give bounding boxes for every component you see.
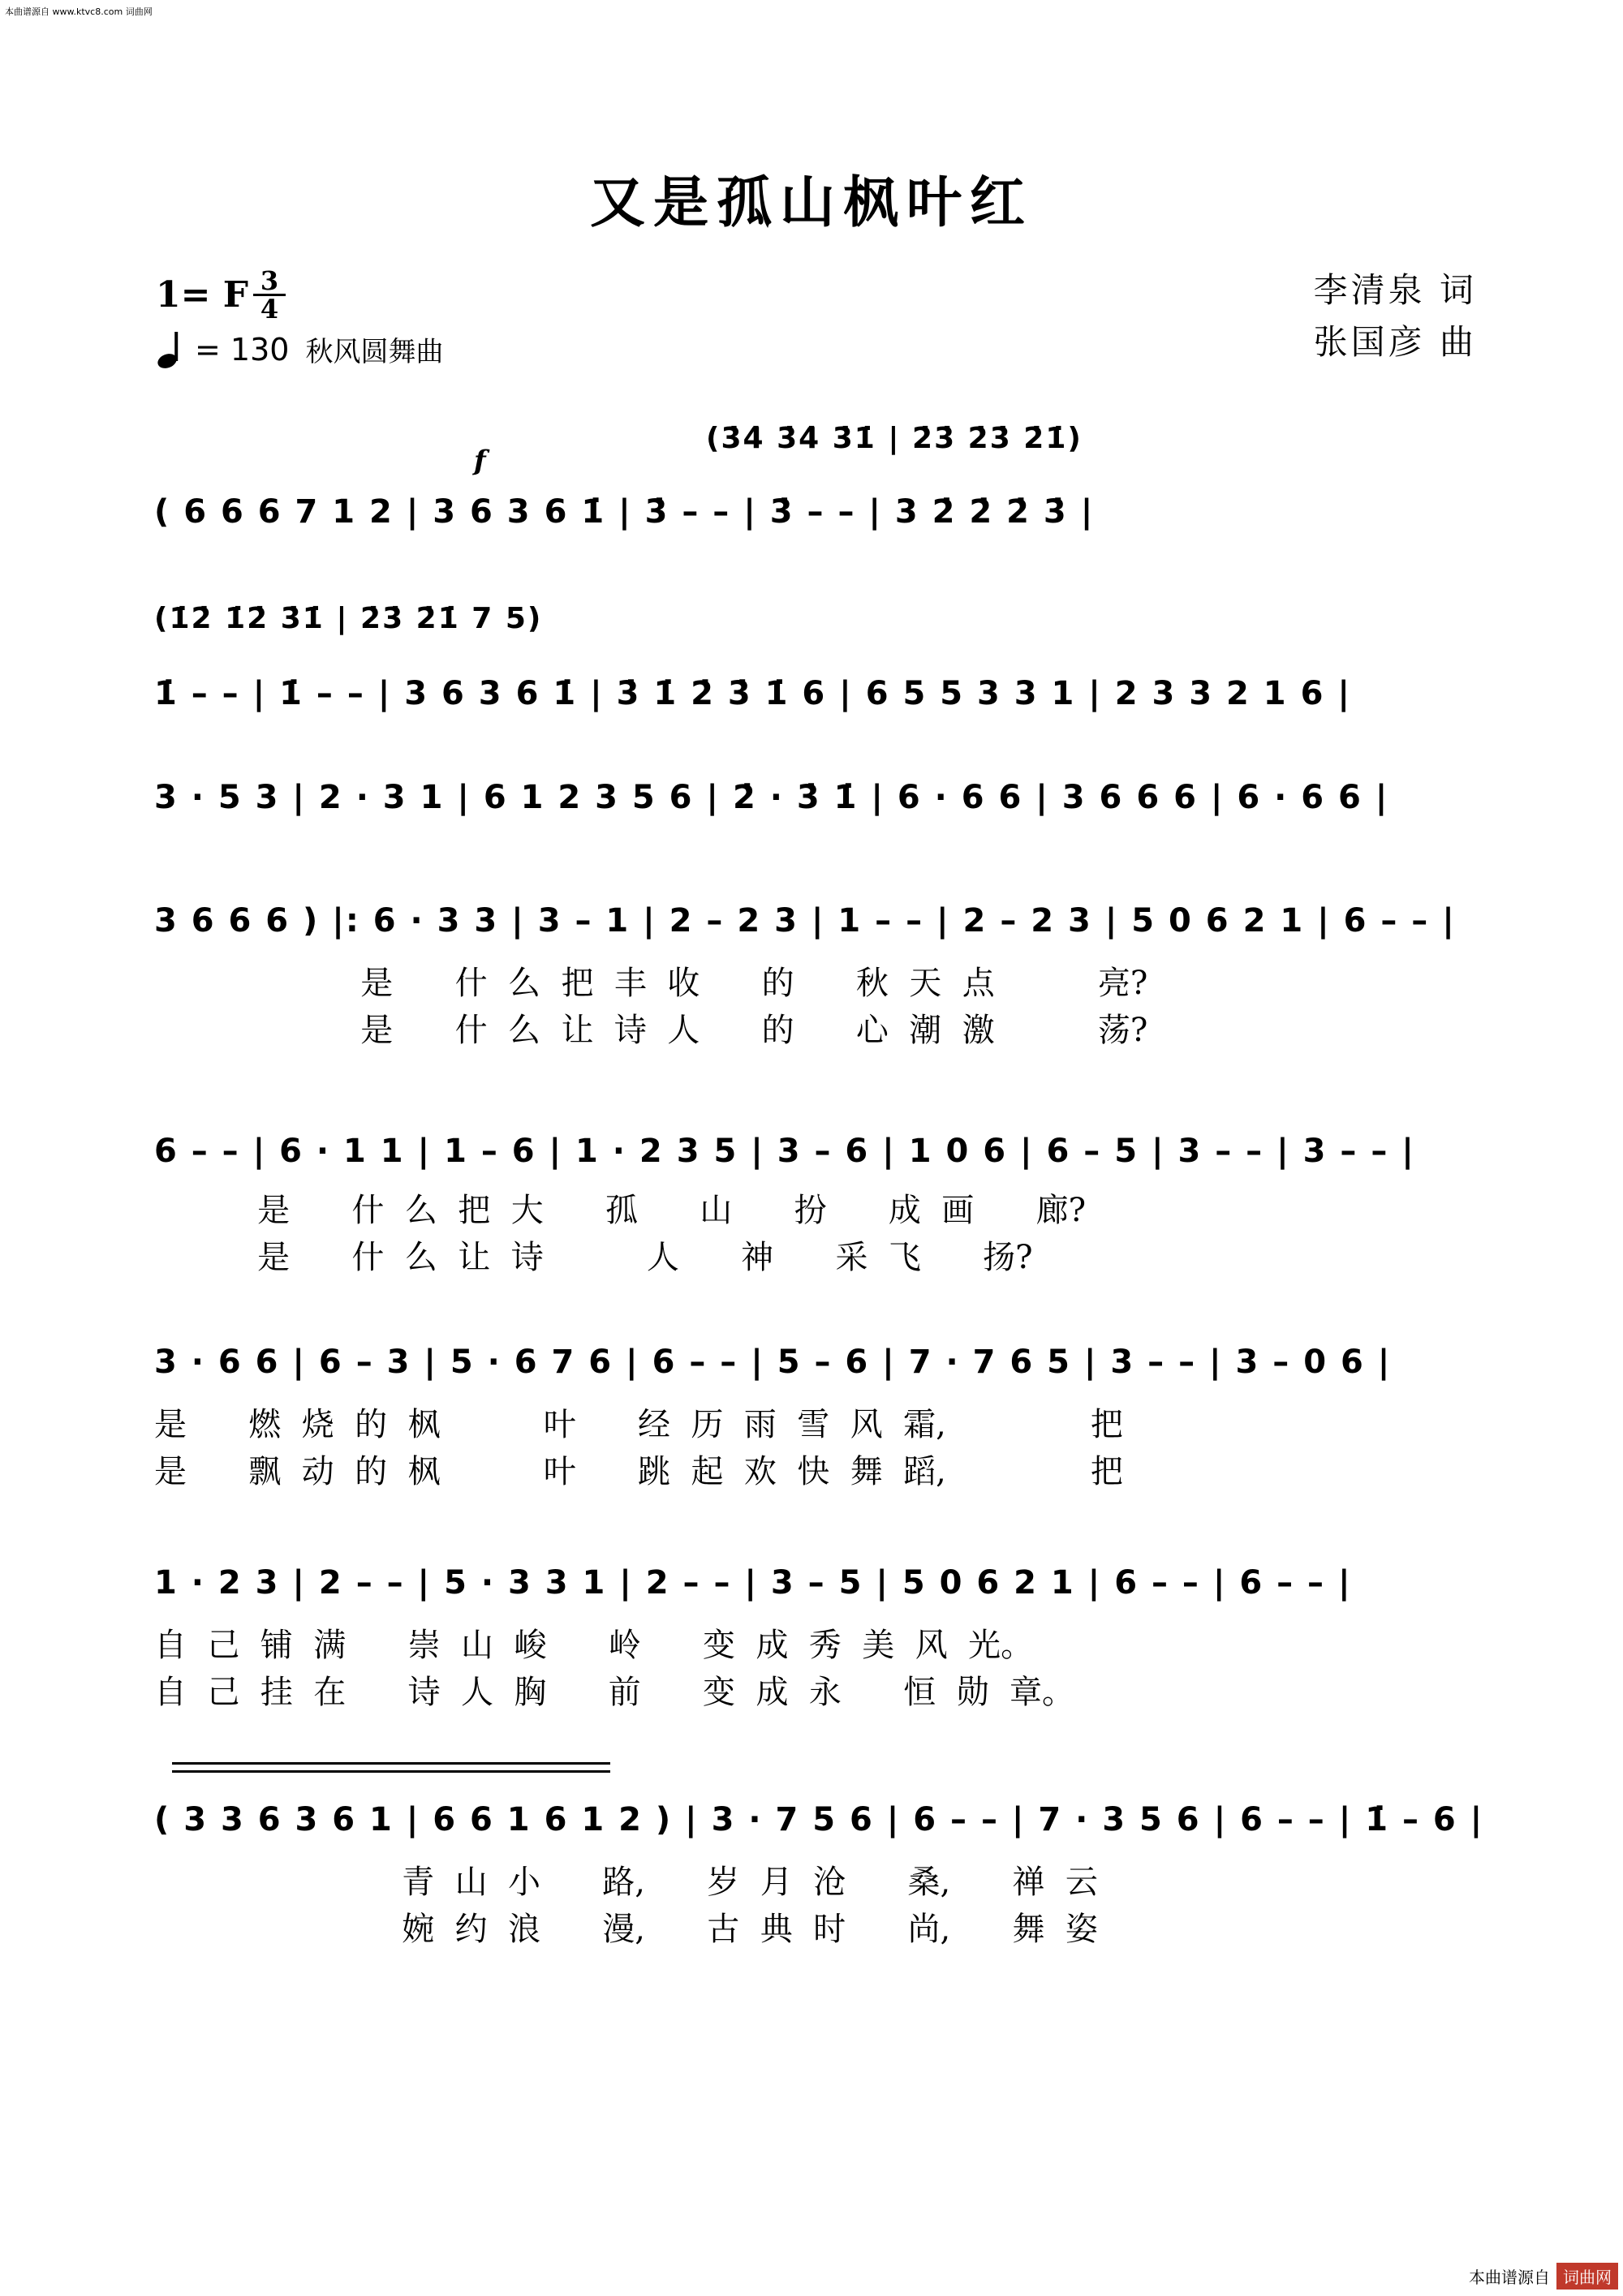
line8-lyric-verse2: 婉 约 浪 漫, 古 典 时 尚, 舞 姿 (154, 1911, 1098, 1948)
line1-annotation: (3̇4̇ 3̇4̇ 3̇1̇ | 2̇3̇ 2̇3̇ 2̇1̇) (706, 422, 1083, 455)
line7-lyric-verse2: 自 己 挂 在 诗 人 胸 前 变 成 永 恒 勋 章。 (154, 1674, 1075, 1711)
song-title: 又是孤山枫叶红 (589, 170, 1033, 235)
line6-notes: 3 · 6 6 | 6 – 3 | 5 · 6 7 6 | 6 – – | 5 – 6 | 7 · 7 6 5 | 3 – – | 3 – 0 6 | (154, 1344, 1392, 1381)
line6-lyric-verse1: 是 燃 烧 的 枫 叶 经 历 雨 雪 风 霜, 把 (154, 1406, 1123, 1443)
time-signature (253, 265, 286, 325)
watermark-bottom (1462, 2263, 1618, 2290)
line3-notes: 3 · 5 3 | 2 · 3 1 | 6 1 2 3 5 6 | 2̇ · 3̇ 1̇ | 6 · 6 6 | 3 6 6 6 | 6 · 6 6 | (154, 779, 1389, 816)
watermark-bottom-right: 词曲网 (1556, 2263, 1618, 2290)
quarter-note-icon (154, 330, 190, 369)
composer: 张国彦 曲 (1313, 322, 1477, 362)
line8-notes: ( 3 3 6 3 6 1 | 6 6 1 6 1 2 ) | 3 · 7 5 6 | 6 – – | 7 · 3 5 6 | 6 – – | 1̇ – 6 | (154, 1801, 1484, 1838)
tempo-value: = 130 (195, 331, 290, 368)
line5-lyric-verse2: 是 什 么 让 诗 人 神 采 飞 扬? (154, 1239, 1033, 1276)
line5-lyric-verse1: 是 什 么 把 大 孤 山 扮 成 画 廊? (154, 1192, 1087, 1229)
line2-notes: 1̇ – – | 1̇ – – | 3 6 3 6 1̇ | 3̇ 1̇ 2̇ 3̇ 1̇ 6 | 6 5 5 3 3 1 | 2 3 3 2 1 6 | (154, 675, 1351, 712)
dynamic-mark: f (474, 445, 486, 477)
line4-lyric-verse2: 是 什 么 让 诗 人 的 心 潮 激 荡? (154, 1012, 1148, 1049)
style-label: 秋风圆舞曲 (305, 336, 444, 368)
watermark-bottom-left: 本曲谱源自 (1462, 2263, 1556, 2290)
line4-notes: 3 6 6 6 ) |: 6 · 3 3 | 3 – 1 | 2 – 2 3 | 1 – – | 2 – 2 3 | 5 0 6 2 1 | 6 – – | (154, 902, 1456, 939)
lyricist: 李清泉 词 (1313, 270, 1477, 310)
meter-denominator: 4 (260, 294, 279, 325)
watermark-top: 本曲谱源自 www.ktvc8.com 词曲网 (5, 6, 153, 17)
line7-lyric-verse1: 自 己 铺 满 崇 山 峻 岭 变 成 秀 美 风 光。 (154, 1627, 1034, 1664)
underline-rule-1 (172, 1762, 610, 1765)
line6-lyric-verse2: 是 飘 动 的 枫 叶 跳 起 欢 快 舞 蹈, 把 (154, 1453, 1123, 1490)
key-signature: 1= F (156, 274, 249, 316)
line7-notes: 1 · 2 3 | 2 – – | 5 · 3 3 1 | 2 – – | 3 – 5 | 5 0 6 2 1 | 6 – – | 6 – – | (154, 1564, 1352, 1602)
line2-annotation: (1̇2̇ 1̇2̇ 3̇1̇ | 2̇3̇ 2̇1̇ 7 5) (154, 602, 543, 635)
line4-lyric-verse1: 是 什 么 把 丰 收 的 秋 天 点 亮? (154, 965, 1148, 1002)
underline-rule-2 (172, 1770, 610, 1773)
credits (1314, 264, 1477, 368)
line8-lyric-verse1: 青 山 小 路, 岁 月 沧 桑, 禅 云 (154, 1864, 1098, 1901)
tempo-marking (154, 329, 443, 369)
meter-numerator: 3 (253, 268, 286, 296)
line5-notes: 6 – – | 6 · 1 1 | 1 – 6 | 1 · 2 3 5 | 3 – 6 | 1 0 6 | 6 – 5 | 3 – – | 3 – – | (154, 1133, 1415, 1170)
line1-notes: ( 6 6 6 7 1 2 | 3 6 3 6 1̇ | 3̇ – – | 3̇ – – | 3 2̇ 2̇ 2̇ 3̇ | (154, 493, 1095, 531)
